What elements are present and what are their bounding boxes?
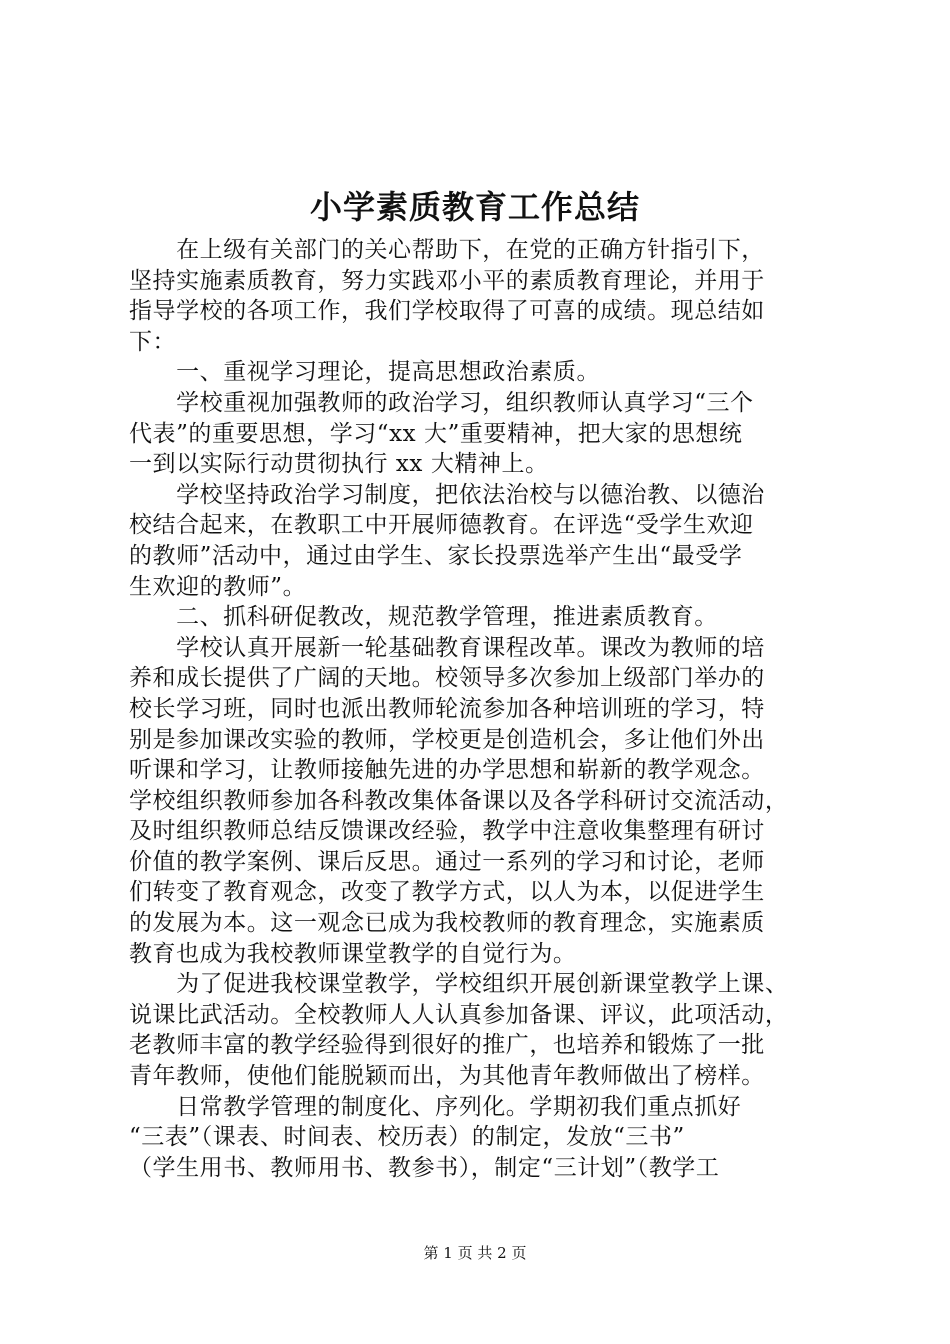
body-line: 指导学校的各项工作，我们学校取得了可喜的成绩。现总结如 <box>129 298 765 325</box>
body-line: 养和成长提供了广阔的天地。校领导多次参加上级部门举办的 <box>129 665 765 692</box>
body-line: “三表”（课表、时间表、校历表）的制定，发放“三书” <box>129 1124 685 1151</box>
body-line: 坚持实施素质教育，努力实践邓小平的素质教育理论，并用于 <box>129 267 765 294</box>
body-line: 生欢迎的教师”。 <box>129 573 307 600</box>
document-title: 小学素质教育工作总结 <box>309 188 640 226</box>
page-footer: 第 1 页 共 2 页 <box>423 1244 527 1262</box>
section-heading-2: 二、抓科研促教改，规范教学管理，推进素质教育。 <box>129 604 718 631</box>
body-line: 的发展为本。这一观念已成为我校教师的教育理念，实施素质 <box>129 910 765 937</box>
body-line: 为了促进我校课堂教学，学校组织开展创新课堂教学上课、 <box>129 971 789 998</box>
body-line: 及时组织教师总结反馈课改经验，教学中注意收集整理有研讨 <box>129 818 765 845</box>
body-line: 老教师丰富的教学经验得到很好的推广，也培养和锻炼了一批 <box>129 1032 765 1059</box>
body-line: 的教师”活动中，通过由学生、家长投票选举产生出“最受学 <box>129 542 743 569</box>
document-body <box>129 235 829 1183</box>
body-line: 校长学习班，同时也派出教师轮流参加各种培训班的学习，特 <box>129 695 765 722</box>
body-line: 学校组织教师参加各科教改集体备课以及各学科研讨交流活动， <box>129 787 789 814</box>
section-heading-1: 一、重视学习理论，提高思想政治素质。 <box>129 359 600 386</box>
body-line: 听课和学习，让教师接触先进的办学思想和崭新的教学观念。 <box>129 757 765 784</box>
body-line: 们转变了教育观念，改变了教学方式，以人为本，以促进学生 <box>129 879 765 906</box>
body-line: 校结合起来，在教职工中开展师德教育。在评选“受学生欢迎 <box>129 512 754 539</box>
body-line: 说课比武活动。全校教师人人认真参加备课、评议，此项活动， <box>129 1001 789 1028</box>
body-line: 教育也成为我校教师课堂教学的自觉行为。 <box>129 940 577 967</box>
body-line: 价值的教学案例、课后反思。通过一系列的学习和讨论，老师 <box>129 848 765 875</box>
body-line: 代表”的重要思想，学习“xx 大”重要精神，把大家的思想统 <box>129 420 743 447</box>
body-line: 学校重视加强教师的政治学习，组织教师认真学习“三个 <box>129 389 754 416</box>
body-line: 日常教学管理的制度化、序列化。学期初我们重点抓好 <box>129 1093 742 1120</box>
body-line: 在上级有关部门的关心帮助下，在党的正确方针指引下， <box>129 237 765 263</box>
body-line: 别是参加课改实验的教师，学校更是创造机会，多让他们外出 <box>129 726 765 753</box>
body-line: 青年教师，使他们能脱颖而出，为其他青年教师做出了榜样。 <box>129 1063 765 1090</box>
body-line: 学校认真开展新一轮基础教育课程改革。课改为教师的培 <box>129 634 765 661</box>
body-line: （学生用书、教师用书、教参书），制定“三计划”（教学工 <box>129 1154 720 1181</box>
body-line: 学校坚持政治学习制度，把依法治校与以德治教、以德治 <box>129 481 765 508</box>
body-line: 一到以实际行动贯彻执行 xx 大精神上。 <box>129 451 549 478</box>
body-line: 下： <box>129 328 177 355</box>
